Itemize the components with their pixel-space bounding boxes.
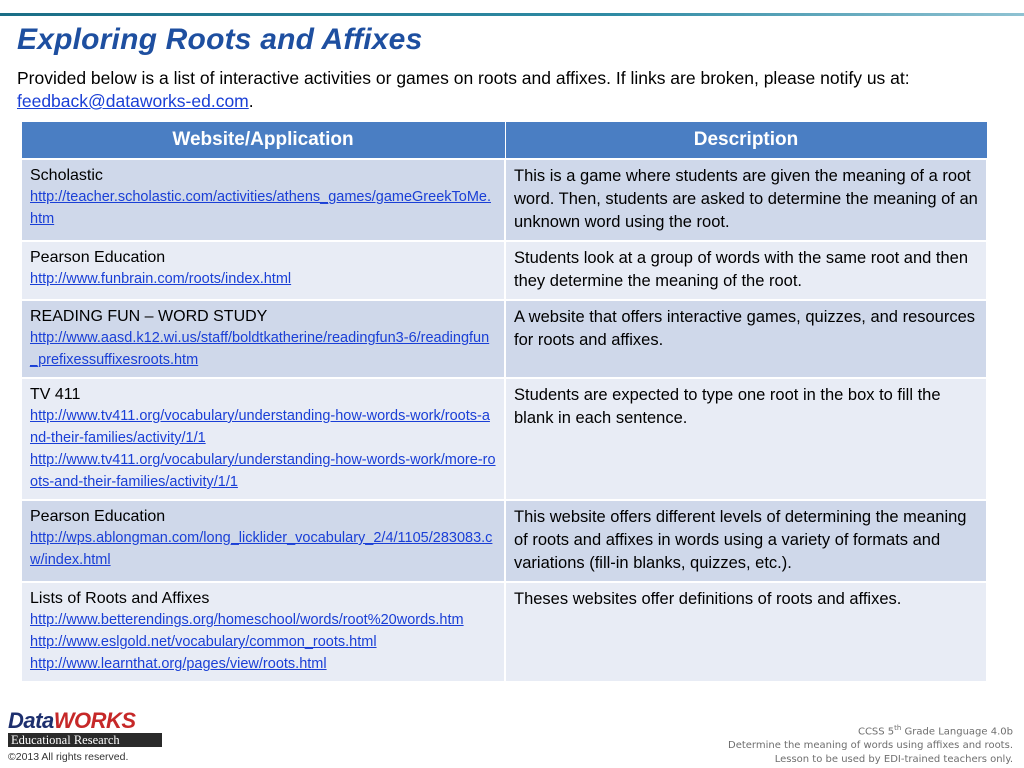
site-cell xyxy=(21,241,505,300)
site-link[interactable]: http://wps.ablongman.com/long_licklider_vocabulary_2/4/1105/283083.cw/index.html xyxy=(30,530,493,568)
site-cell xyxy=(21,500,505,582)
page-title: Exploring Roots and Affixes xyxy=(17,23,423,56)
site-link[interactable]: http://www.aasd.k12.wi.us/staff/boldtkatherine/readingfun3-6/readingfun_prefixessuffixesroots.htm xyxy=(30,330,490,368)
site-link[interactable]: http://www.betterendings.org/homeschool/words/root%20words.htm xyxy=(30,612,464,628)
site-cell xyxy=(21,378,505,500)
logo-wordmark xyxy=(8,710,165,732)
site-link[interactable]: http://www.learnthat.org/pages/view/roots.html xyxy=(30,656,327,672)
site-link[interactable]: http://www.funbrain.com/roots/index.html xyxy=(30,271,292,287)
table-header-row xyxy=(21,122,987,160)
site-cell xyxy=(21,582,505,682)
site-cell xyxy=(21,300,505,378)
ccss-note: Lesson to be used by EDI-trained teachers only. xyxy=(774,754,1013,766)
site-name: Lists of Roots and Affixes xyxy=(30,590,210,607)
ccss-sup: th xyxy=(894,724,902,732)
site-link[interactable]: http://teacher.scholastic.com/activities/athens_games/gameGreekToMe.htm xyxy=(30,189,491,227)
site-link[interactable]: http://www.tv411.org/vocabulary/understanding-how-words-work/roots-and-their-families/activity/1/1 xyxy=(30,408,490,446)
ccss-post: Grade Language 4.0b xyxy=(901,726,1013,738)
header-website: Website/Application xyxy=(21,122,505,160)
description-cell: This website offers different levels of determining the meaning of roots and affixes in words using a variety of formats and variations (fill-in blanks, quizzes, etc.). xyxy=(505,500,987,582)
feedback-email-link[interactable]: feedback@dataworks-ed.com xyxy=(17,91,249,111)
site-link[interactable]: http://www.tv411.org/vocabulary/understanding-how-words-work/more-roots-and-their-families/activity/1/1 xyxy=(30,452,496,490)
site-name: Pearson Education xyxy=(30,249,166,266)
intro-end: . xyxy=(248,91,254,111)
site-name: Pearson Education xyxy=(30,508,166,525)
intro-text: Provided below is a list of interactive activities or games on roots and affixes. If links are broken, please notify us at: xyxy=(17,68,910,88)
description-cell: A website that offers interactive games, quizzes, and resources for roots and affixes. xyxy=(505,300,987,378)
table-row xyxy=(21,378,987,500)
logo-data: Data xyxy=(8,708,54,733)
table-row xyxy=(21,159,987,241)
dataworks-logo xyxy=(8,710,165,746)
ccss-pre: CCSS 5 xyxy=(857,726,895,738)
logo-works: WORKS xyxy=(53,708,136,733)
header-description: Description xyxy=(505,122,987,160)
site-name: TV 411 xyxy=(30,386,81,403)
ccss-objective: Determine the meaning of words using affixes and roots. xyxy=(728,740,1013,752)
description-cell: Students look at a group of words with the same root and then they determine the meaning of the root. xyxy=(505,241,987,300)
copyright: ©2013 All rights reserved. xyxy=(8,751,129,763)
logo-subtitle: Educational Research xyxy=(8,733,162,747)
resources-table xyxy=(20,121,988,683)
description-cell: This is a game where students are given the meaning of a root word. Then, students are asked to determine the meaning of an unknown word using the root. xyxy=(505,159,987,241)
table-row xyxy=(21,300,987,378)
site-name: Scholastic xyxy=(30,167,103,184)
ccss-standard xyxy=(728,721,1013,739)
table-row xyxy=(21,582,987,682)
intro-paragraph xyxy=(17,67,1007,113)
table-row xyxy=(21,500,987,582)
ccss-footer xyxy=(728,721,1013,767)
description-cell: Theses websites offer definitions of roots and affixes. xyxy=(505,582,987,682)
site-link[interactable]: http://www.eslgold.net/vocabulary/common_roots.html xyxy=(30,634,377,650)
table-row xyxy=(21,241,987,300)
site-name: READING FUN – WORD STUDY xyxy=(30,308,268,325)
site-cell xyxy=(21,159,505,241)
top-rule xyxy=(0,13,1024,16)
description-cell: Students are expected to type one root in the box to fill the blank in each sentence. xyxy=(505,378,987,500)
